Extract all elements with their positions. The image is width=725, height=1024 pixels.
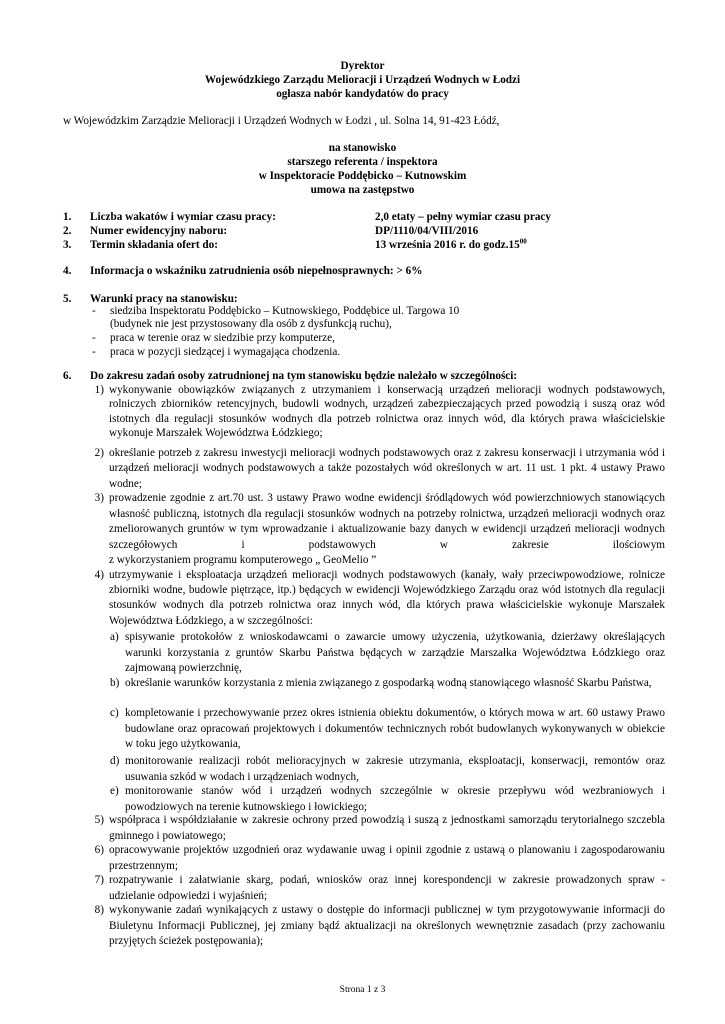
- list-number: 3): [94, 492, 104, 504]
- bullet-mark: -: [92, 305, 96, 317]
- item-number: 1.: [63, 211, 72, 223]
- duty-item: prowadzenie zgodnie z art.70 ust. 3 ustawy Prawo wodne ewidencji śródlądowych wód powierzchniowych stanowiących własność publiczną, istotnych dla regulacji stosunków wodnych na potrzeby rolnictwa, urządzeń melioracji wodnych oraz zmeliorowanych gruntów w tym wprowadzanie i aktualizowanie bazy danych w ewidencji urządzeń melioracji wodnych szczegółowych i podstawowych w zakresie ilościowym: [109, 492, 665, 551]
- duty-subitem: spisywanie protokołów z wnioskodawcami o zawarcie umowy użyczenia, użytkowania, dzierżawy określających warunki korzystania z gruntów Skarbu Państwa będących w zarządzie Marszałka Województwa Łódzkiego oraz zajmowaną powierzchnię,: [125, 631, 665, 674]
- duty-subitem: monitorowanie realizacji robót melioracyjnych w zakresie utrzymania, eksploatacji, konserwacji, remontów oraz usuwania szkód w wodach i urządzeniach wodnych,: [125, 755, 665, 783]
- duty-subitem: monitorowanie stanów wód i urządzeń wodnych szczególnie w okresie przepływu wód wezbraniowych i powodziowych na terenie kutnowskiego i łowickiego;: [125, 785, 665, 813]
- duty-item: wykonywanie zadań wynikających z ustawy o dostępie do informacji publicznej w tym przygotowywanie informacji do Biuletynu Informacji Publicznej, jej zmiany bądź aktualizacji na określonych wewnętrznie zasadach (przy zachowaniu przyjętych ścieżek postępowania);: [109, 904, 665, 947]
- duty-item: utrzymywanie i eksploatacja urządzeń melioracji wodnych podstawowych (kanały, wały przeciwpowodziowe, rolnicze zbiorniki wodne, budowle piętrzące, itp.) będących w ewidencji Wojewódzkiego Zarządu oraz wód istotnych dla regulacji stosunków wodnych dla potrzeb rolnictwa oraz innych wód, dla których prawa właścicielskie wykonuje Marszałek Województwa Łódzkiego, a w szczególności:: [109, 569, 665, 627]
- sublist-letter: c): [110, 707, 119, 719]
- position-unit: w Inspektoracie Poddębicko – Kutnowskim: [258, 170, 467, 182]
- sublist-letter: d): [110, 755, 120, 767]
- item-number: 3.: [63, 239, 72, 251]
- item-value: 2,0 etaty – pełny wymiar czasu pracy: [375, 211, 551, 223]
- item-label: Liczba wakatów i wymiar czasu pracy:: [90, 211, 276, 223]
- bullet-mark: -: [92, 332, 96, 344]
- disability-info: Informacja o wskaźniku zatrudnienia osób niepełnosprawnych: > 6%: [90, 265, 423, 277]
- list-number: 1): [94, 384, 104, 396]
- item-number: 5.: [63, 293, 72, 305]
- position-contract: umowa na zastępstwo: [310, 184, 415, 196]
- sublist-letter: b): [110, 677, 120, 689]
- bullet-text: siedziba Inspektoratu Poddębicko – Kutnowskiego, Poddębice ul. Targowa 10: [110, 305, 460, 317]
- duty-item: rozpatrywanie i załatwianie skarg, podań, wniosków oraz innej korespondencji w zakresie prowadzonych spraw - udzielanie odpowiedzi i wyjaśnień;: [109, 874, 665, 902]
- page-footer: Strona 1 z 3: [339, 985, 386, 995]
- item-value: DP/1110/04/VIII/2016: [375, 225, 479, 237]
- duty-item: opracowywanie projektów uzgodnień oraz wydawanie uwag i opinii zgodnie z ustawą o planowaniu i zagospodarowaniu przestrzennym;: [109, 844, 665, 872]
- list-number: 2): [94, 447, 104, 459]
- duty-item-cont: z wykorzystaniem programu komputerowego „ GeoMelio ”: [109, 554, 377, 566]
- duty-item: współpraca i współdziałanie w zakresie ochrony przed powodzią i suszą z jednostkami samorządu terytorialnego szczebla gminnego i powiatowego;: [109, 814, 665, 842]
- position-title: starszego referenta / inspektora: [287, 156, 438, 168]
- bullet-text: praca w pozycji siedzącej i wymagająca chodzenia.: [110, 346, 341, 358]
- item-number: 6.: [63, 370, 72, 382]
- bullet-mark: -: [92, 346, 96, 358]
- item-label: Termin składania ofert do:: [90, 239, 218, 251]
- header-institution: Wojewódzkiego Zarządu Melioracji i Urządzeń Wodnych w Łodzi: [204, 74, 521, 86]
- sublist-letter: a): [110, 631, 119, 643]
- header-announcement: ogłasza nabór kandydatów do pracy: [276, 88, 449, 100]
- location-line: w Wojewódzkim Zarządzie Melioracji i Urządzeń Wodnych w Łodzi , ul. Solna 14, 91-423 Łódź,: [63, 115, 500, 127]
- item-number: 2.: [63, 225, 72, 237]
- position-intro: na stanowisko: [328, 142, 397, 154]
- list-number: 7): [94, 874, 104, 886]
- duty-item: określanie potrzeb z zakresu inwestycji melioracji wodnych podstawowych oraz z zakresu konserwacji i utrzymania wód i urządzeń melioracji wodnych podstawowych a także pozostałych wód określonych w art. 11 ust. 1 pkt. 4 ustawy Prawo wodne;: [109, 447, 665, 490]
- bullet-text: (budynek nie jest przystosowany dla osób z dysfunkcją ruchu),: [110, 318, 392, 330]
- duties-title: Do zakresu zadań osoby zatrudnionej na tym stanowisku będzie należało w szczególności:: [90, 370, 518, 382]
- list-number: 4): [94, 569, 104, 581]
- duty-item: wykonywanie obowiązków związanych z utrzymaniem i konserwacją urządzeń melioracji wodnych podstawowych, rolniczych zbiorników retencyjnych, budowli wodnych, urządzeń zabezpieczających przed powodzią i suszą oraz wód istotnych dla regulacji stosunków wodnych dla potrzeb rolnictwa oraz innych wód, dla których prawa właścicielskie wykonuje Marszałek Województwa Łódzkiego;: [109, 384, 665, 439]
- work-conditions-title: Warunki pracy na stanowisku:: [90, 293, 238, 305]
- duty-subitem: kompletowanie i przechowywanie przez okres istnienia obiektu dokumentów, o których mowa w art. 60 ustawy Prawo budowlane oraz opracowań projektowych i dokumentów technicznych robót budowlanych wykonywanych w obiekcie w toku jego użytkowania,: [125, 707, 665, 750]
- item-number: 4.: [63, 265, 72, 277]
- item-label: Numer ewidencyjny naboru:: [90, 225, 228, 237]
- list-number: 8): [94, 904, 104, 916]
- item-value: 13 września 2016 r. do $godz.15^{00}$: [375, 237, 527, 251]
- duty-subitem: określanie warunków korzystania z mienia związanego z gospodarką wodną stanowiącego własność Skarbu Państwa,: [125, 677, 652, 689]
- sublist-letter: e): [110, 785, 119, 797]
- bullet-text: praca w terenie oraz w siedzibie przy komputerze,: [110, 332, 335, 344]
- list-number: 6): [94, 844, 104, 856]
- header-title: Dyrektor: [340, 60, 385, 72]
- list-number: 5): [94, 814, 104, 826]
